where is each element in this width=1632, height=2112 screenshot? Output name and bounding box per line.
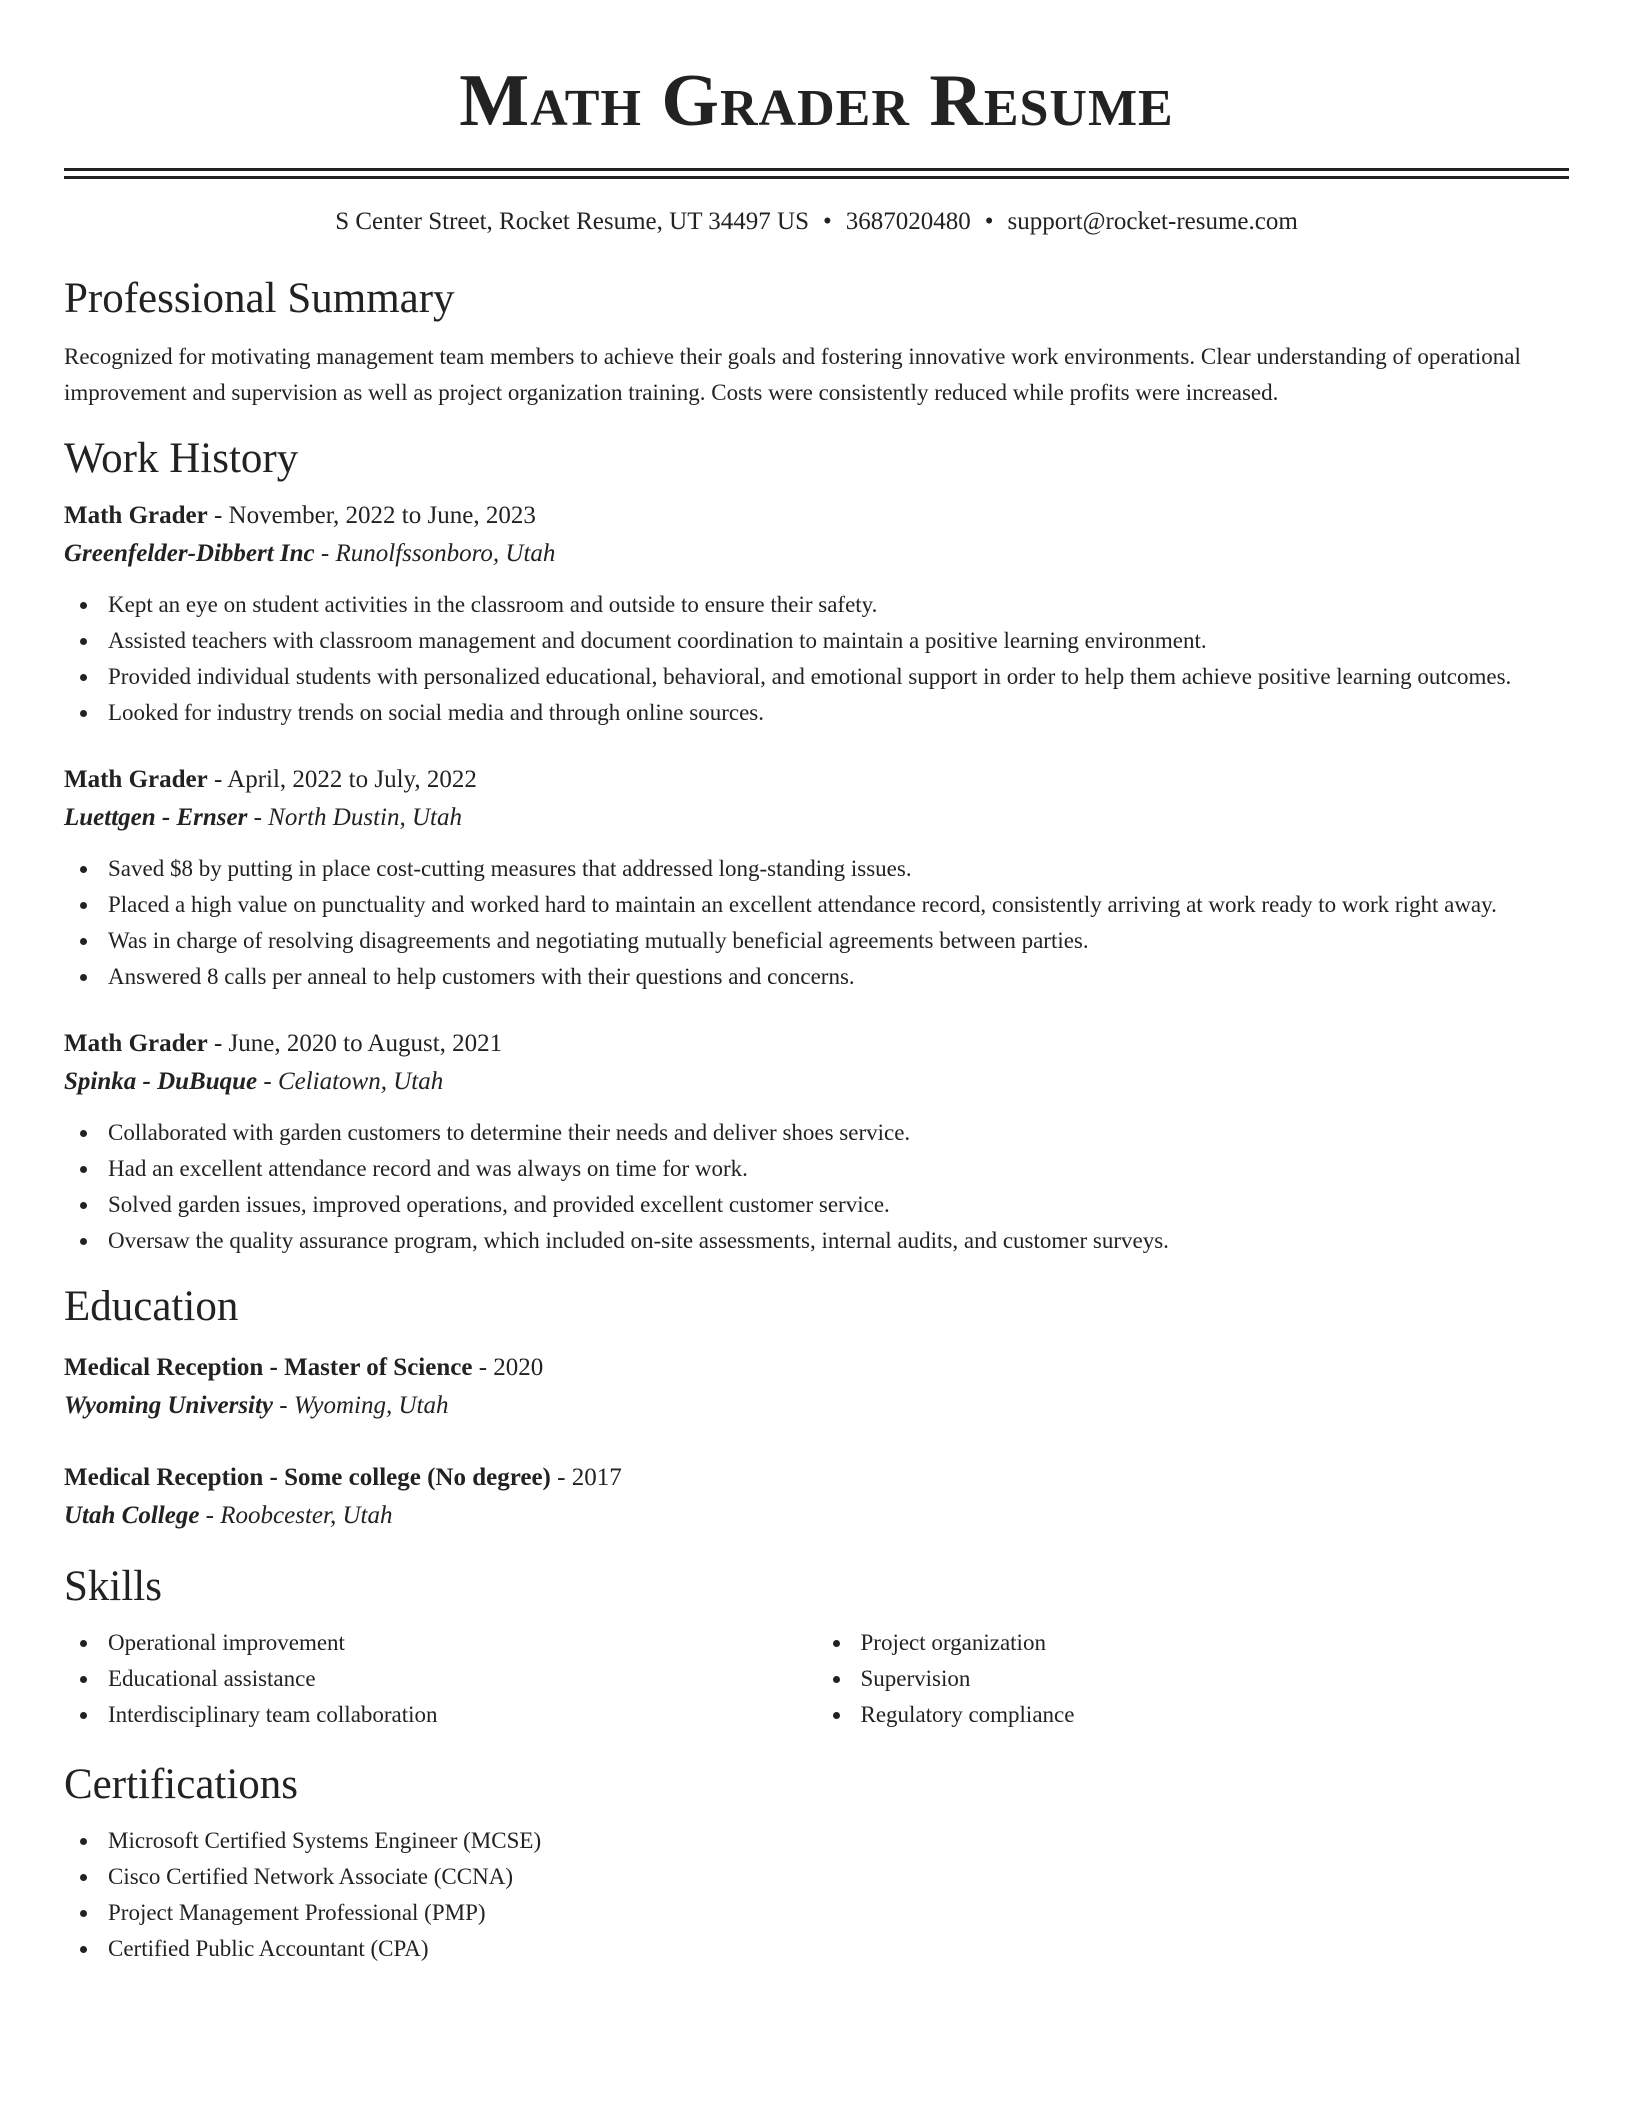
job-employer [64, 799, 1569, 837]
certifications-heading: Certifications [64, 1761, 299, 1808]
job-entry [64, 761, 1569, 995]
skills-heading: Skills [64, 1563, 162, 1610]
education-entry [64, 1459, 1569, 1535]
skills-column-left [64, 1625, 817, 1733]
contact-address: S Center Street, Rocket Resume, UT 34497 US [335, 208, 809, 235]
title-divider [64, 168, 1569, 179]
list-item: Certified Public Accountant (CPA) [64, 1931, 1569, 1967]
list-item: Oversaw the quality assurance program, which included on-site assessments, internal audits, and customer surveys. [64, 1223, 1569, 1259]
skills-list [64, 1625, 1569, 1733]
resume-title: Math Grader Resume [459, 60, 1174, 142]
contact-line [64, 205, 1569, 239]
certifications-list [64, 1823, 1569, 1967]
list-item: Assisted teachers with classroom management and document coordination to maintain a positive learning environment. [64, 623, 1569, 659]
job-dates: - April, 2022 to July, 2022 [207, 766, 477, 793]
job-title: Math Grader [64, 502, 208, 529]
list-item: Had an excellent attendance record and was always on time for work. [64, 1151, 1569, 1187]
job-employer [64, 1063, 1569, 1101]
education-year: - 2020 [472, 1354, 544, 1381]
job-location: - Runolfssonboro, Utah [314, 540, 556, 567]
work-history-heading: Work History [64, 435, 299, 482]
list-item: Project Management Professional (PMP) [64, 1895, 1569, 1931]
job-entry [64, 1025, 1569, 1259]
contact-phone: 3687020480 [845, 208, 971, 235]
job-entry [64, 497, 1569, 731]
job-company: Greenfelder-Dibbert Inc [64, 540, 315, 567]
list-item: Cisco Certified Network Associate (CCNA) [64, 1859, 1569, 1895]
list-item: Project organization [817, 1625, 1570, 1661]
list-item: Interdisciplinary team collaboration [64, 1697, 817, 1733]
job-duties [64, 1115, 1569, 1259]
list-item: Supervision [817, 1661, 1570, 1697]
summary-heading: Professional Summary [64, 275, 455, 322]
list-item: Looked for industry trends on social media and through online sources. [64, 695, 1569, 731]
list-item: Kept an eye on student activities in the classroom and outside to ensure their safety. [64, 587, 1569, 623]
job-header [64, 761, 1569, 799]
job-company: Spinka - DuBuque [64, 1068, 258, 1095]
contact-separator: • [822, 208, 832, 235]
job-location: - North Dustin, Utah [247, 804, 462, 831]
list-item: Solved garden issues, improved operations, and provided excellent customer service. [64, 1187, 1569, 1223]
education-location: - Roobcester, Utah [199, 1502, 393, 1529]
education-header [64, 1459, 1569, 1497]
list-item: Saved $8 by putting in place cost-cutting measures that addressed long-standing issues. [64, 851, 1569, 887]
list-item: Operational improvement [64, 1625, 817, 1661]
job-dates: - November, 2022 to June, 2023 [207, 502, 536, 529]
job-duties [64, 851, 1569, 995]
job-title: Math Grader [64, 1030, 208, 1057]
contact-separator: • [984, 208, 994, 235]
list-item: Microsoft Certified Systems Engineer (MCSE) [64, 1823, 1569, 1859]
list-item: Collaborated with garden customers to determine their needs and deliver shoes service. [64, 1115, 1569, 1151]
list-item: Provided individual students with personalized educational, behavioral, and emotional support in order to help them achieve positive learning outcomes. [64, 659, 1569, 695]
education-degree: Medical Reception - Master of Science [64, 1354, 473, 1381]
skills-column-right [817, 1625, 1570, 1733]
education-school: Wyoming University [64, 1392, 274, 1419]
job-employer [64, 535, 1569, 573]
list-item: Was in charge of resolving disagreements and negotiating mutually beneficial agreements between parties. [64, 923, 1569, 959]
list-item: Regulatory compliance [817, 1697, 1570, 1733]
education-entry [64, 1349, 1569, 1425]
job-duties [64, 587, 1569, 731]
job-header [64, 497, 1569, 535]
education-degree: Medical Reception - Some college (No degree) [64, 1464, 551, 1491]
education-school-line [64, 1497, 1569, 1535]
job-title: Math Grader [64, 766, 208, 793]
education-year: - 2017 [550, 1464, 622, 1491]
job-company: Luettgen - Ernser [64, 804, 248, 831]
list-item: Placed a high value on punctuality and worked hard to maintain an excellent attendance record, consistently arriving at work ready to work right away. [64, 887, 1569, 923]
resume-content [64, 58, 1569, 1967]
education-location: - Wyoming, Utah [273, 1392, 449, 1419]
education-school: Utah College [64, 1502, 200, 1529]
list-item: Answered 8 calls per anneal to help customers with their questions and concerns. [64, 959, 1569, 995]
contact-email[interactable]: support@rocket-resume.com [1007, 208, 1298, 235]
education-header [64, 1349, 1569, 1387]
job-dates: - June, 2020 to August, 2021 [207, 1030, 503, 1057]
summary-text: Recognized for motivating management team members to achieve their goals and fostering innovative work environments. Clear understanding of operational improvement and supervision as well as project organization training. Costs were consistently reduced while profits were increased. [64, 344, 1521, 405]
education-heading: Education [64, 1283, 239, 1330]
education-school-line [64, 1387, 1569, 1425]
job-header [64, 1025, 1569, 1063]
job-location: - Celiatown, Utah [257, 1068, 444, 1095]
list-item: Educational assistance [64, 1661, 817, 1697]
